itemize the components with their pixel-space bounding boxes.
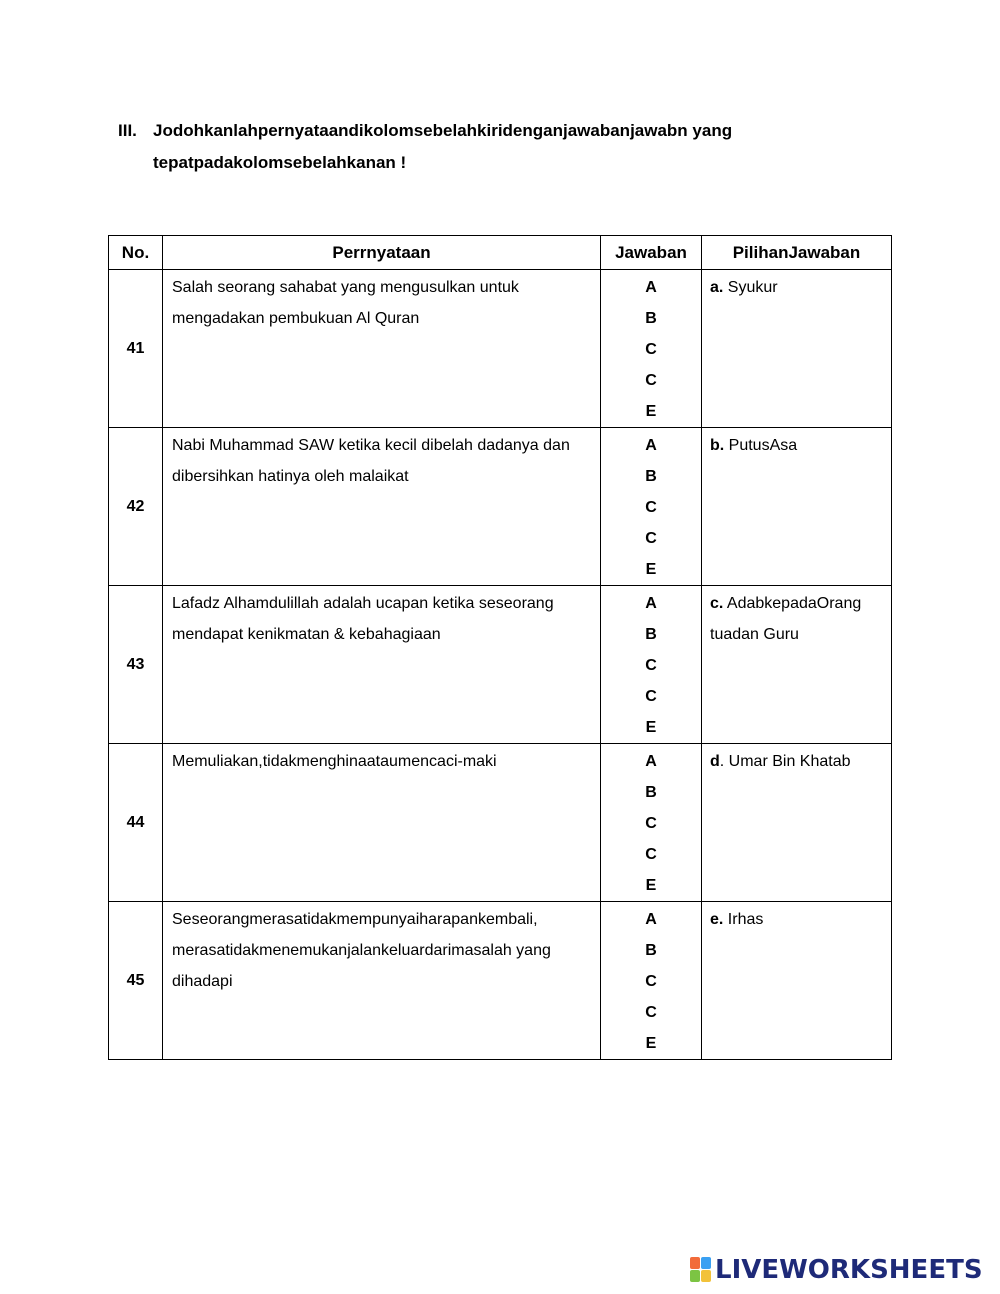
question-number: 42 <box>109 428 163 586</box>
answer-option[interactable]: B <box>645 310 657 327</box>
statement-text: Salah seorang sahabat yang mengusulkan untuk mengadakan pembukuan Al Quran <box>163 270 601 428</box>
choice-item <box>702 270 892 428</box>
answer-option[interactable]: A <box>645 595 657 612</box>
answer-option[interactable]: B <box>645 784 657 801</box>
answer-option[interactable]: A <box>645 911 657 928</box>
table-row <box>109 586 892 744</box>
liveworksheets-mark-icon <box>690 1257 712 1283</box>
answer-option[interactable]: E <box>645 719 657 736</box>
answer-option[interactable]: B <box>645 942 657 959</box>
table-row <box>109 428 892 586</box>
header-choices: PilihanJawaban <box>702 236 892 270</box>
choice-item <box>702 744 892 902</box>
choice-item <box>702 428 892 586</box>
answer-option[interactable]: C <box>645 688 657 705</box>
answer-option[interactable]: C <box>645 372 657 389</box>
choice-text: PutusAsa <box>724 437 798 454</box>
choice-label: c. <box>710 595 724 612</box>
choice-label: d <box>710 753 720 770</box>
header-statement: Perrnyataan <box>163 236 601 270</box>
answer-option[interactable]: A <box>645 753 657 770</box>
answer-option[interactable]: A <box>645 437 657 454</box>
choice-text: Irhas <box>723 911 764 928</box>
answer-options <box>601 744 702 902</box>
answer-option[interactable]: E <box>645 1035 657 1052</box>
header-no: No. <box>109 236 163 270</box>
answer-option[interactable]: A <box>645 279 657 296</box>
answer-option[interactable]: B <box>645 626 657 643</box>
instruction-text: Jodohkanlahpernyataandikolomsebelahkiridenganjawabanjawabn yang tepatpadakolomsebelahkanan ! <box>153 121 733 172</box>
question-number: 41 <box>109 270 163 428</box>
answer-options <box>601 586 702 744</box>
choice-label: a. <box>710 279 724 296</box>
table-row <box>109 902 892 1060</box>
answer-option[interactable]: E <box>645 403 657 420</box>
choice-label: e. <box>710 911 724 928</box>
statement-text: Seseorangmerasatidakmempunyaiharapankembali, merasatidakmenemukanjalankeluardarimasalah yang dihadapi <box>163 902 601 1060</box>
statement-text: Lafadz Alhamdulillah adalah ucapan ketika seseorang mendapat kenikmatan & kebahagiaan <box>163 586 601 744</box>
answer-option[interactable]: C <box>645 1004 657 1021</box>
statement-text: Nabi Muhammad SAW ketika kecil dibelah dadanya dan dibersihkan hatinya oleh malaikat <box>163 428 601 586</box>
header-answer: Jawaban <box>601 236 702 270</box>
answer-option[interactable]: E <box>645 877 657 894</box>
question-number: 45 <box>109 902 163 1060</box>
choice-text: . Umar Bin Khatab <box>719 753 851 770</box>
table-row <box>109 270 892 428</box>
question-number: 43 <box>109 586 163 744</box>
answer-options <box>601 270 702 428</box>
table-row <box>109 744 892 902</box>
answer-option[interactable]: C <box>645 530 657 547</box>
choice-item <box>702 586 892 744</box>
choice-label: b. <box>710 437 725 454</box>
answer-options <box>601 428 702 586</box>
answer-option[interactable]: C <box>645 657 657 674</box>
answer-option[interactable]: C <box>645 973 657 990</box>
answer-option[interactable]: C <box>645 499 657 516</box>
answer-options <box>601 902 702 1060</box>
logo-text: LIVEWORKSHEETS <box>715 1255 983 1285</box>
liveworksheets-logo <box>690 1253 983 1287</box>
matching-table <box>108 235 892 1060</box>
statement-text: Memuliakan,tidakmenghinaataumencaci-maki <box>163 744 601 902</box>
answer-option[interactable]: B <box>645 468 657 485</box>
answer-option[interactable]: E <box>645 561 657 578</box>
question-number: 44 <box>109 744 163 902</box>
instruction-number: III. <box>118 121 137 140</box>
table-header-row <box>109 236 892 270</box>
answer-option[interactable]: C <box>645 846 657 863</box>
answer-option[interactable]: C <box>645 815 657 832</box>
choice-item <box>702 902 892 1060</box>
answer-option[interactable]: C <box>645 341 657 358</box>
choice-text: AdabkepadaOrang tuadan Guru <box>710 595 862 643</box>
choice-text: Syukur <box>723 279 778 296</box>
